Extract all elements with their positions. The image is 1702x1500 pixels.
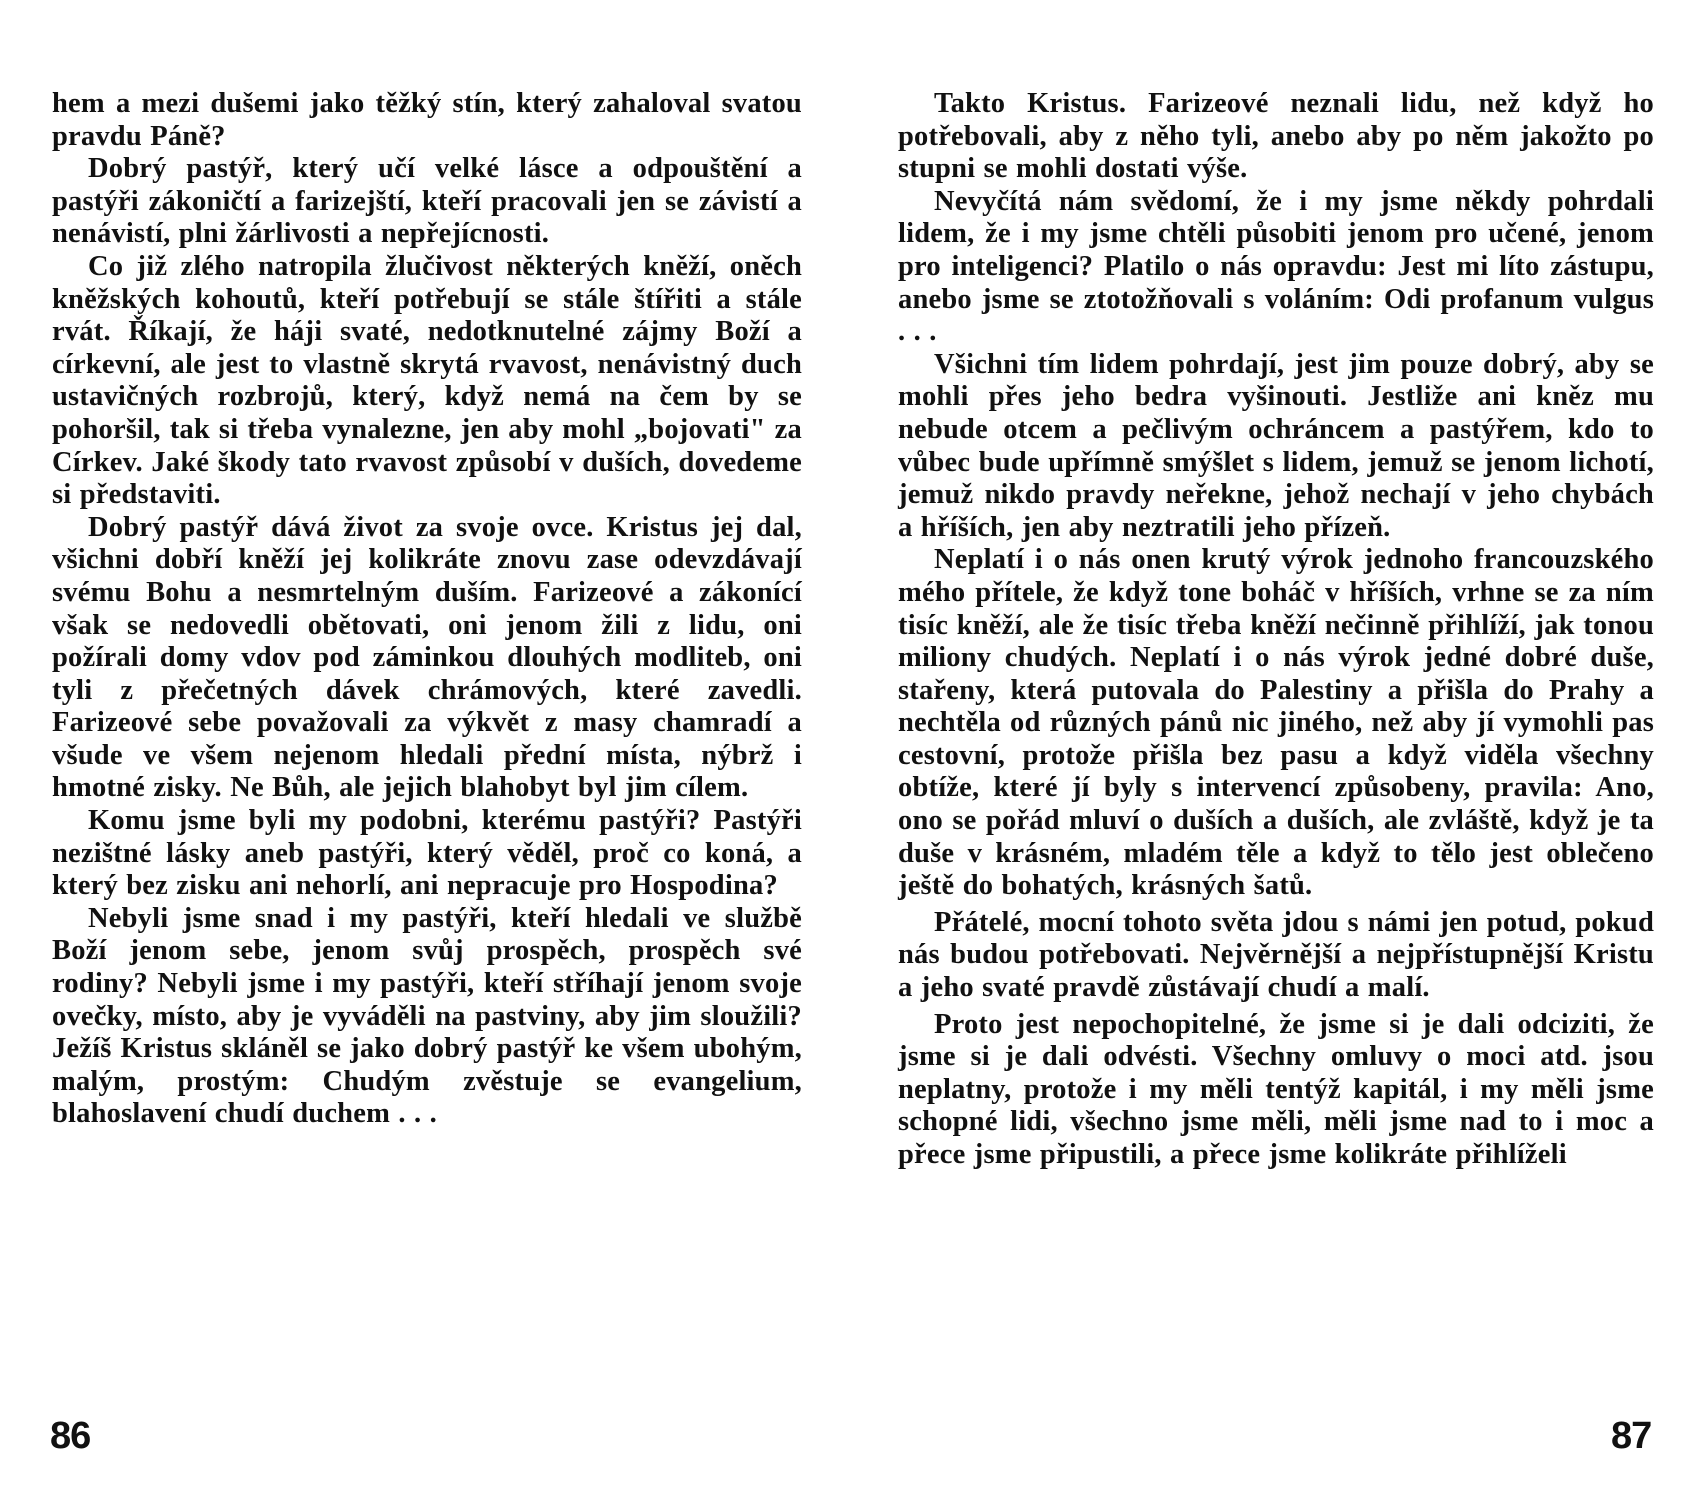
page-number-right: 87 (1611, 1415, 1652, 1457)
paragraph: Přátelé, mocní tohoto světa jdou s námi jen potud, pokud nás budou potřebovati. Nejvěrnější a nejpřístupnější Kristu a jeho svaté pravdě zůstávají chudí a malí. (898, 906, 1654, 1004)
paragraph: Nebyli jsme snad i my pastýři, kteří hledali ve službě Boží jenom sebe, jenom svůj prospěch, prospěch své rodiny? Nebyli jsme i my pastýři, kteří stříhají jenom svoje ovečky, místo, aby je vyváděli na pastviny, aby jim sloužili? Ježíš Kristus skláněl se jako dobrý pastýř ke všem ubohým, malým, prostým: Chudým zvěstuje se evangelium, blahoslavení chudí duchem . . . (52, 902, 802, 1130)
paragraph: Nevyčítá nám svědomí, že i my jsme někdy pohrdali lidem, že i my jsme chtěli působiti jenom pro učené, jenom pro inteligenci? Platilo o nás opravdu: Jest mi líto zástupu, anebo jsme se ztotožňovali s voláním: Odi profanum vulgus . . . (898, 185, 1654, 348)
paragraph: Proto jest nepochopitelné, že jsme si je dali odciziti, že jsme si je dali odvésti. Všechny omluvy o moci atd. jsou neplatny, protože i my měli tentýž kapitál, i my měli jsme schopné lidi, všechno jsme měli, měli jsme nad to i moc a přece jsme připustili, a přece jsme kolikráte přihlíželi (898, 1008, 1654, 1170)
paragraph: hem a mezi dušemi jako těžký stín, který zahaloval svatou pravdu Páně? (52, 88, 802, 152)
paragraph: Co již zlého natropila žlučivost některých kněží, oněch kněžských kohoutů, kteří potřebují se stále štířiti a stále rvát. Říkají, že háji svaté, nedotknutelné zájmy Boží a církevní, ale jest to vlastně skrytá rvavost, nenávistný duch ustavičných rozbrojů, který, když nemá na čem by se pohoršil, tak si třeba vynalezne, jen aby mohl „bojovati" za Církev. Jaké škody tato rvavost způsobí v duších, dovedeme si představiti. (52, 250, 802, 511)
paragraph: Dobrý pastýř, který učí velké lásce a odpouštění a pastýři zákoničtí a farizejští, kteří pracovali jen se závistí a nenávistí, plni žárlivosti a nepřejícnosti. (52, 153, 802, 250)
left-page-text (52, 88, 802, 1131)
page-number-left: 86 (50, 1415, 91, 1457)
paragraph: Komu jsme byli my podobni, kterému pastýři? Pastýři nezištné lásky aneb pastýři, který věděl, proč co koná, a který bez zisku ani nehorlí, ani nepracuje pro Hospodina? (52, 805, 802, 902)
paragraph: Neplatí i o nás onen krutý výrok jednoho francouzského mého přítele, že když tone boháč v hříších, vrhne se za ním tisíc kněží, ale že tisíc třeba kněží nečinně přihlíží, jak tonou miliony chudých. Neplatí i o nás výrok jedné dobré duše, stařeny, která putovala do Palestiny a přišla do Prahy a nechtěla od různých pánů nic jiného, než aby jí vymohli pas cestovní, protože přišla bez pasu a když viděla všechny obtíže, které jí byly s intervencí způsobeny, pravila: Ano, ono se pořád mluví o duších a duších, ale zvláště, když je ta duše v krásném, mladém těle a když to tělo jest oblečeno ještě do bohatých, krásných šatů. (898, 544, 1654, 902)
paragraph: Dobrý pastýř dává život za svoje ovce. Kristus jej dal, všichni dobří kněží jej kolikráte znovu zase odevzdávají svému Bohu a nesmrtelným duším. Farizeové a zákonící však se nedovedli obětovati, oni jenom žili z lidu, oni požírali domy vdov pod záminkou dlouhých modliteb, oni tyli z přečetných dávek chrámových, které zavedli. Farizeové sebe považovali za výkvět z masy chamradí a všude ve všem nejenom hledali přední místa, nýbrž i hmotné zisky. Ne Bůh, ale jejich blahobyt byl jim cílem. (52, 511, 802, 804)
paragraph: Všichni tím lidem pohrdají, jest jim pouze dobrý, aby se mohli přes jeho bedra vyšinouti. Jestliže ani kněz mu nebude otcem a pečlivým ochráncem a pastýřem, kdo to vůbec bude upřímně smýšlet s lidem, jemuž se jenom lichotí, jemuž nikdo pravdy neřekne, jehož nechají v jeho chybách a hříších, jen aby neztratili jeho přízeň. (898, 348, 1654, 543)
right-page-text (898, 88, 1654, 1172)
paragraph: Takto Kristus. Farizeové neznali lidu, než když ho potřebovali, aby z něho tyli, anebo aby po něm jakožto po stupni se mohli dostati výše. (898, 88, 1654, 185)
left-page (52, 88, 802, 1131)
right-page (898, 88, 1654, 1172)
